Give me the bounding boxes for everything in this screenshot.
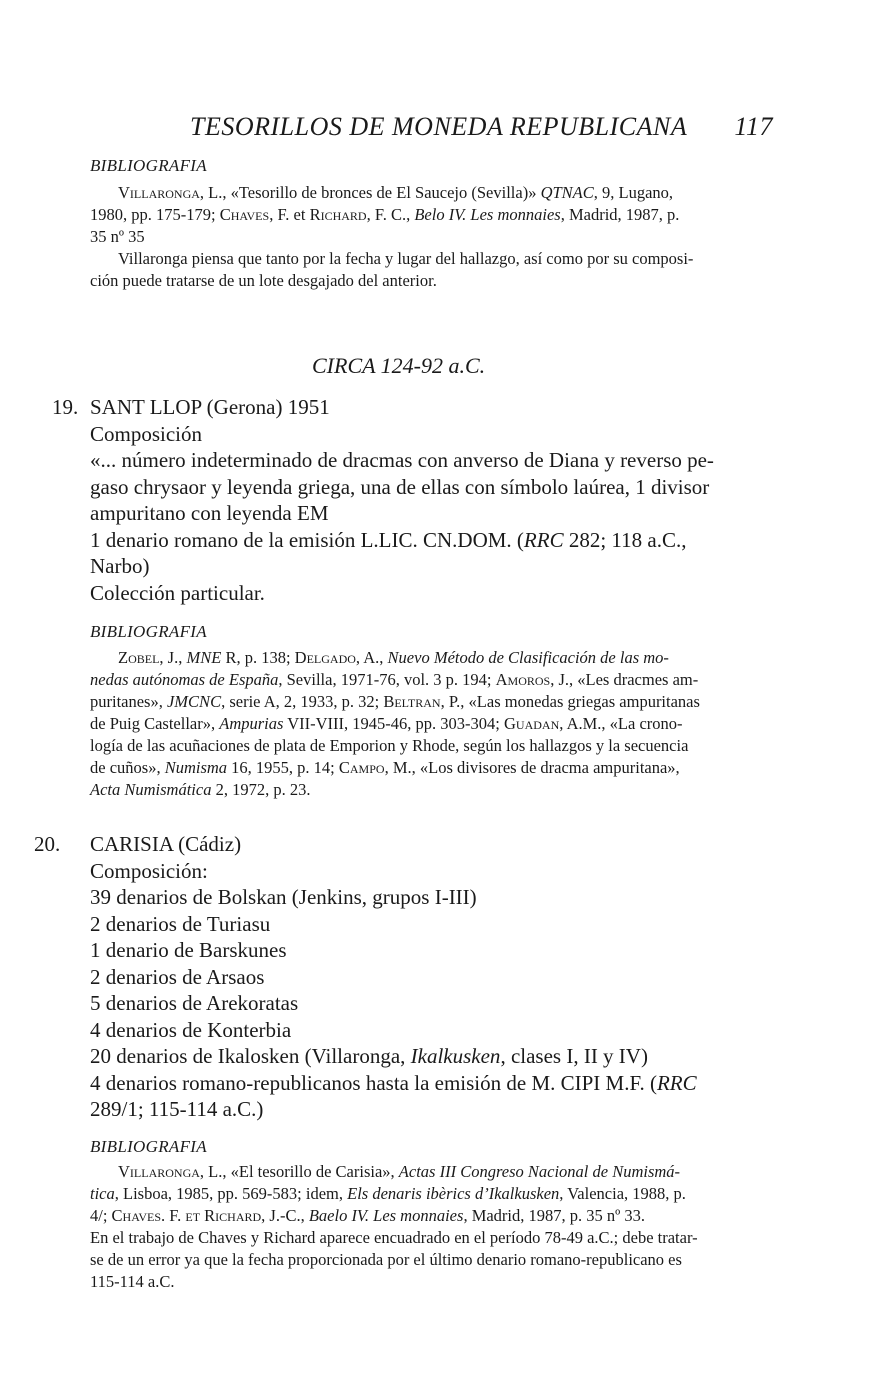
note-line: En el trabajo de Chaves y Richard aparece encuadrado en el período 78-49 a.C.; debe tratar- [90, 1228, 698, 1247]
work-title: Nuevo Método de Clasificación de las mo- [387, 648, 669, 667]
entry-number: 19. [52, 395, 79, 419]
item-text: 20 denarios de Ikalosken (Villaronga, [90, 1044, 411, 1068]
citation-text: , Madrid, 1987, p. [560, 205, 680, 224]
journal-title: Numisma [164, 758, 228, 777]
work-title: Actas III Congreso Nacional de Numismá- [398, 1162, 681, 1181]
denario-text: 1 denario romano de la emisión L.LIC. CN.DOM. ( [90, 527, 524, 552]
journal-title: Acta Numismática [90, 780, 212, 799]
bibliography-line [90, 779, 780, 801]
citation-text: 4/; [90, 1206, 112, 1225]
author-name: Chaves [219, 205, 270, 224]
author-name: Villaronga [118, 183, 200, 202]
bibliography-heading: BIBLIOGRAFIA [90, 1137, 207, 1156]
author-name: Zobel [118, 648, 160, 667]
author-name: Delgado [294, 648, 356, 667]
bibliography-heading: BIBLIOGRAFIA [90, 156, 207, 175]
page-number: 117 [734, 112, 773, 141]
note-line: se de un error ya que la fecha proporcionada por el último denario romano-republicano es [90, 1250, 682, 1269]
citation-text: R, p. 138; [221, 648, 295, 667]
citation-text: , A.M., «La crono- [559, 714, 683, 733]
item-text: 4 denarios romano-republicanos hasta la emisión de M. CIPI M.F. ( [90, 1070, 657, 1095]
bibliography-line [90, 1205, 780, 1227]
work-title: Els denaris ibèrics d’Ikalkusken [347, 1184, 560, 1203]
work-title: MNE [186, 648, 222, 667]
citation-text: , 9, Lugano, [593, 183, 674, 202]
citation-text: de cuños», [90, 758, 165, 777]
description-line: gaso chrysaor y leyenda griega, una de ellas con símbolo laúrea, 1 divisor [90, 474, 710, 499]
rrc-abbrev: RRC [523, 527, 564, 552]
citation-text: 1980, pp. 175-179; [90, 205, 220, 224]
bibliography-line [90, 757, 780, 779]
citation-text: , F. et [269, 205, 310, 224]
bibliography-line [90, 691, 780, 713]
author-name: Villaronga [118, 1162, 200, 1181]
work-title: tica [90, 1184, 115, 1203]
work-title: Baelo IV. Les monnaies [308, 1206, 464, 1225]
bibliography-line [90, 669, 780, 691]
bibliography-heading: BIBLIOGRAFIA [90, 622, 207, 641]
note-line: ción puede tratarse de un lote desgajado del anterior. [90, 271, 437, 290]
bibliography-line: logía de las acuñaciones de plata de Emporion y Rhode, según los hallazgos y la secuencia [90, 736, 689, 755]
bibliography-line [90, 1161, 780, 1183]
composition-item: 5 denarios de Arekoratas [90, 991, 299, 1015]
running-head-title: TESORILLOS DE MONEDA REPUBLICANA [190, 112, 688, 141]
composition-item [90, 1070, 790, 1097]
note-line: Villaronga piensa que tanto por la fecha y lugar del hallazgo, así como por su composi- [118, 249, 694, 268]
description-line: ampuritano con leyenda EM [90, 501, 329, 525]
composition-item [90, 1043, 790, 1070]
citation-text: , J.-C., [261, 1206, 309, 1225]
running-head [190, 112, 773, 146]
author-name: Campo [338, 758, 385, 777]
rrc-abbrev: RRC [656, 1070, 697, 1095]
journal-title: JMCNC [166, 692, 222, 711]
bibliography-line [90, 204, 780, 226]
bibliography-line [90, 182, 780, 204]
work-title: Ikalkusken [410, 1044, 501, 1068]
citation-text: puritanes», [90, 692, 167, 711]
entry-number: 20. [34, 832, 61, 856]
bibliography-text [90, 1161, 780, 1293]
composition-item: 39 denarios de Bolskan (Jenkins, grupos I-III) [90, 885, 477, 909]
period-heading: CIRCA 124-92 a.C. [312, 353, 486, 378]
composition-item: 2 denarios de Arsaos [90, 964, 265, 989]
author-name: Amoros [495, 670, 551, 689]
bibliography-text [90, 182, 780, 292]
bibliography-text [90, 647, 780, 801]
citation-text: , J., «Les dracmes am- [550, 670, 699, 689]
author-name: Chaves. F. et Richard [111, 1206, 262, 1225]
author-name: Guadan [503, 714, 560, 733]
citation-text: , P., «Las monedas griegas ampuritanas [440, 692, 700, 711]
denario-line [90, 527, 790, 554]
citation-text: , Lisboa, 1985, pp. 569-583; idem, [114, 1184, 348, 1203]
citation-text: de Puig Castellar», [90, 714, 220, 733]
citation-text: , M., «Los divisores de dracma ampuritana», [384, 758, 680, 777]
journal-title: QTNAC [540, 183, 594, 202]
composition-label: Composición [90, 421, 203, 446]
bibliography-line [90, 1183, 780, 1205]
citation-text: , Valencia, 1988, p. [559, 1184, 686, 1203]
journal-title: Ampurias [219, 714, 284, 733]
entry-title: SANT LLOP (Gerona) 1951 [90, 395, 330, 419]
citation-text: , A., [355, 648, 388, 667]
bibliography-line [90, 647, 780, 669]
citation-text: , Sevilla, 1971-76, vol. 3 p. 194; [278, 670, 496, 689]
citation-text: , L., «El tesorillo de Carisia», [199, 1162, 399, 1181]
composition-item: 2 denarios de Turiasu [90, 911, 271, 936]
work-title: nedas autónomas de España [90, 670, 279, 689]
denario-text: 282; 118 a.C., [563, 527, 687, 552]
citation-text: , L., «Tesorillo de bronces de El Saucejo (Sevilla)» [199, 183, 541, 202]
bibliography-line: 35 nº 35 [90, 227, 145, 246]
author-name: Richard [309, 205, 367, 224]
collection-line: Colección particular. [90, 580, 265, 605]
citation-text: , J., [159, 648, 187, 667]
bibliography-line [90, 713, 780, 735]
composition-item: 1 denario de Barskunes [90, 938, 287, 962]
denario-line: Narbo) [90, 554, 150, 578]
entry-title: CARISIA (Cádiz) [90, 832, 242, 856]
composition-label: Composición: [90, 858, 208, 883]
citation-text: 16, 1955, p. 14; [227, 758, 339, 777]
entry-20 [90, 831, 790, 1123]
item-text: , clases I, II y IV) [500, 1044, 648, 1068]
composition-item: 289/1; 115-114 a.C.) [90, 1097, 264, 1121]
citation-text: , serie A, 2, 1933, p. 32; [221, 692, 384, 711]
composition-item: 4 denarios de Konterbia [90, 1017, 292, 1042]
note-line: 115-114 a.C. [90, 1272, 175, 1291]
citation-text: , F. C., [366, 205, 415, 224]
work-title: Belo IV. Les monnaies [414, 205, 561, 224]
citation-text: , Madrid, 1987, p. 35 nº 33. [463, 1206, 646, 1225]
citation-text: 2, 1972, p. 23. [211, 780, 311, 799]
description-line: «... número indeterminado de dracmas con anverso de Diana y reverso pe- [90, 448, 714, 472]
author-name: Beltran [383, 692, 441, 711]
entry-19 [90, 394, 790, 606]
citation-text: VII-VIII, 1945-46, pp. 303-304; [283, 714, 504, 733]
